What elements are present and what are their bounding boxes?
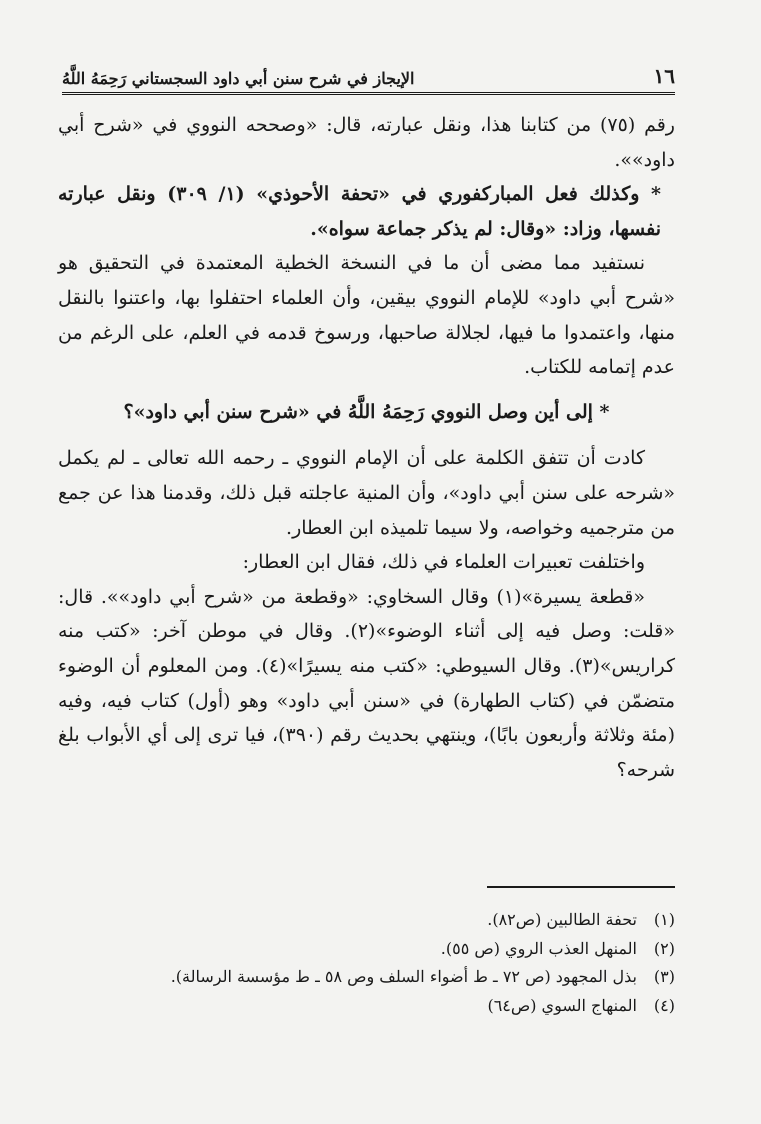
footnote-text: تحفة الطالبين (ص٨٢). bbox=[487, 910, 637, 929]
footnote-item bbox=[58, 963, 675, 992]
footnote-text: المنهاج السوي (ص٦٤) bbox=[487, 996, 637, 1016]
paragraph: «قطعة يسيرة»(١) وقال السخاوي: «وقطعة من «شرح أبي داود»». قال: «قلت: وصل فيه إلى أثناء الوضوء»(٢). وقال في موطن آخر: «كتب منه كراريس»(٣). وقال السيوطي: «كتب منه يسيرًا»(٤). ومن المعلوم أن الوضوء متضمّن في (كتاب الطهارة) في «سنن أبي داود» وهو (أول) كتاب فيه، وفيه (مئة وثلاثة وأربعون بابًا)، وينتهي بحديث رقم (٣٩٠)، فيا ترى إلى أي الأبواب بلغ شرحه؟ bbox=[58, 585, 675, 781]
paragraph: نستفيد مما مضى أن ما في النسخة الخطية المعتمدة في التحقيق هو «شرح أبي داود» للإمام النووي بيقين، وأن العلماء احتفلوا بها، واعتنوا بالنقل منها، واعتمدوا ما فيها، لجلالة صاحبها، ورسوخ قدمه في العلم، على الرغم من عدم إتمامه للكتاب. bbox=[58, 252, 675, 379]
section-heading: * إلى أين وصل النووي رَحِمَهُ اللَّهُ في «شرح سنن أبي داود»؟ bbox=[123, 400, 610, 423]
paragraph: كادت أن تتفق الكلمة على أن الإمام النووي ـ رحمه الله تعالى ـ لم يكمل «شرحه على سنن أبي داود»، وأن المنية عاجلته قبل ذلك، وقدمنا هذا عن جمع من مترجميه وخواصه، ولا سيما تلميذه ابن العطار. bbox=[58, 447, 675, 539]
footnote-item bbox=[58, 992, 675, 1021]
footnote-text: بذل المجهود (ص ٧٢ ـ ط أضواء السلف وص ٥٨ ـ ط مؤسسة الرسالة). bbox=[170, 967, 637, 987]
footnote-item bbox=[58, 906, 675, 935]
footnote-number: (١) bbox=[653, 910, 675, 929]
main-text bbox=[58, 108, 675, 787]
footnotes bbox=[58, 906, 675, 1021]
paragraph: واختلفت تعبيرات العلماء في ذلك، فقال ابن العطار: bbox=[242, 551, 645, 574]
section-note-mubarakfuri: * وكذلك فعل المباركفوري في «تحفة الأحوذي» (١/ ٣٠٩) ونقل عبارته نفسها، وزاد: «وقال: لم يذكر جماعة سواه». bbox=[58, 183, 661, 240]
paragraph: رقم (٧٥) من كتابنا هذا، ونقل عبارته، قال: «وصححه النووي في «شرح أبي داود»». bbox=[58, 114, 675, 171]
page-number: ١٦ bbox=[653, 64, 675, 88]
footnote-divider bbox=[487, 886, 675, 888]
footnote-text: المنهل العذب الروي (ص ٥٥). bbox=[440, 938, 637, 958]
page-header bbox=[62, 52, 675, 95]
running-title: الإيجاز في شرح سنن أبي داود السجستاني رَحِمَهُ اللَّهُ bbox=[62, 69, 415, 88]
footnote-number: (٢) bbox=[653, 938, 675, 958]
footnote-number: (٤) bbox=[653, 996, 675, 1016]
footnote-item bbox=[58, 935, 675, 964]
footnote-number: (٣) bbox=[653, 967, 675, 987]
